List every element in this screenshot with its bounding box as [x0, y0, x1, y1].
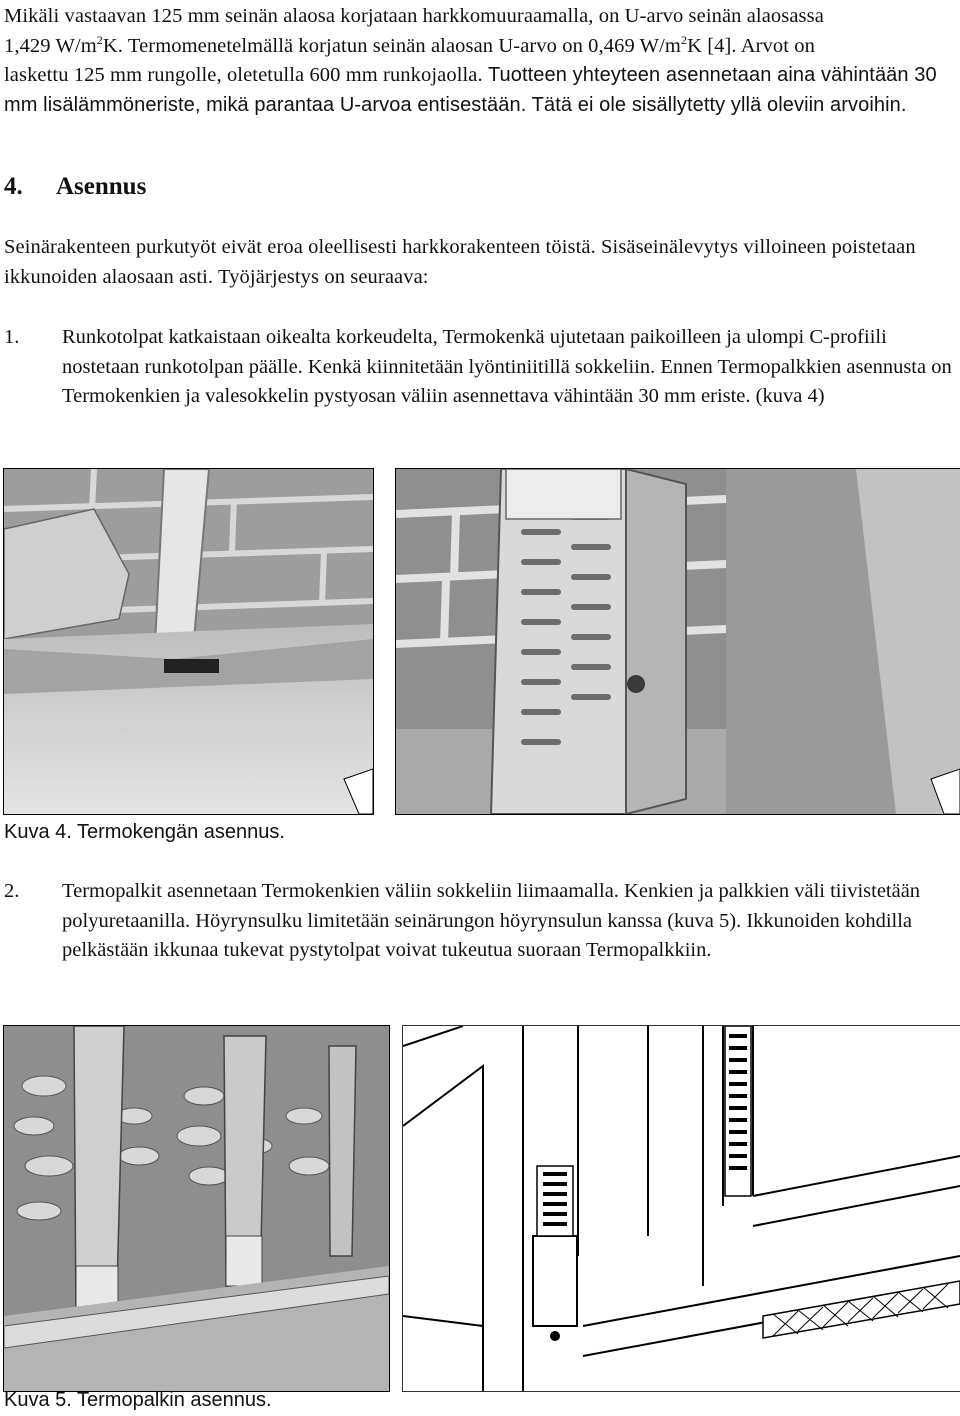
step-1 — [4, 323, 956, 443]
intro-line-1: Mikäli vastaavan 125 mm seinän alaosa korjataan harkkomuuraamalla, on U-arvo seinän alaosassa — [4, 5, 824, 27]
section-intro: Seinärakenteen purkutyöt eivät eroa oleellisesti harkkorakenteen töistä. Sisäseinälevytys villoineen poistetaan ikkunoiden alaosaan asti. Työjärjestys on seuraava: — [4, 236, 916, 288]
intro-line-3: laskettu 125 mm rungolle, oletetulla 600 mm runkojaolla. Tuotteen yhteyteen asennetaan aina vähintään 30 mm lisälämmöneriste, mikä parantaa U-arvoa entisestään. Tätä ei ole sisällytetty yllä oleviin arvoihin. — [4, 64, 937, 116]
figure-5-drawing — [402, 1025, 960, 1392]
intro-paragraph — [4, 2, 956, 120]
step-text: Runkotolpat katkaistaan oikealta korkeudelta, Termokenkä ujutetaan paikoilleen ja ulompi C-profiili nostetaan runkotolpan päälle. Kenkä kiinnitetään lyöntiniitillä sokkeliin. Ennen Termopalkkien asennusta on Termokenkien ja valesokkelin pystyosan väliin asennettava vähintään 30 mm eriste. (kuva 4) — [62, 326, 952, 407]
shoe-closeup-photo — [396, 469, 960, 814]
figure-5-photo — [3, 1025, 390, 1392]
figure-4-caption: Kuva 4. Termokengän asennus. — [4, 821, 285, 843]
section-title: Asennus — [56, 173, 147, 200]
figure-5-caption: Kuva 5. Termopalkin asennus. — [4, 1389, 272, 1411]
step-number: 1. — [4, 326, 20, 348]
step-text: Termopalkit asennetaan Termokenkien väliin sokkeliin liimaamalla. Kenkien ja palkkien väli tiivistetään polyuretaanilla. Höyrynsulku limitetään seinärungon höyrynsulun kanssa (kuva 5). Ikkunoiden kohdilla pelkästään ikkunaa tukevat pystytolpat voivat tukeutua suoraan Termopalkkiin. — [62, 880, 921, 961]
figure-4-photo-left — [3, 468, 374, 815]
intro-line-2: 1,429 $W/m^2K$. Termomenetelmällä korjatun seinän alaosan U-arvo on 0,469 $W/m^2K$ [4]. Arvot on — [4, 32, 815, 57]
figure-4-photo-right — [395, 468, 960, 815]
step-2 — [4, 877, 956, 997]
beam-installation-drawing — [403, 1026, 960, 1391]
step-number: 2. — [4, 880, 20, 902]
shoe-installation-photo — [4, 469, 373, 814]
section-heading — [4, 170, 146, 204]
beam-installation-photo — [4, 1026, 389, 1391]
section-number: 4. — [4, 173, 23, 200]
